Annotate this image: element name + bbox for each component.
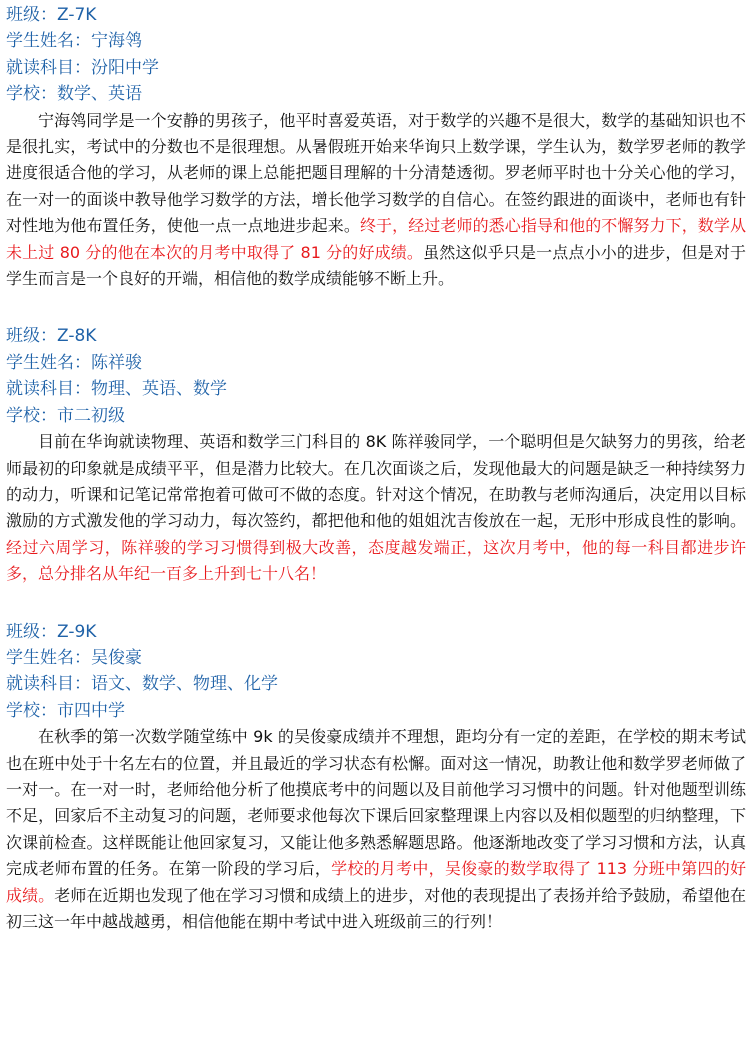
paragraph-text: 宁海鸰同学是一个安静的男孩子，他平时喜爱英语，对于数学的兴趣不是很大，数学的基础知识也不是很扎实，考试中的分数也不是很理想。从暑假班开始来华询只上数学课，学生认为，数学罗老师的教学进度很适合他的学习，从老师的课上总能把题目理解的十分清楚透彻。罗老师平时也十分关心他的学习，在一对一的面谈中教导他学习数学的方法，增长他学习数学的自信心。在签约跟进的面谈中，老师也有针对性地为他布置任务，使他一点一点地进步起来。 <box>6 110 746 236</box>
highlighted-achievement: 终于，经过老师的悉心指导和他的不懈努力下，数学从未上过 80 分的他在本次的月考中取得了 81 分的好成绩。 <box>6 216 746 262</box>
highlighted-achievement: 学校的月考中，吴俊豪的数学取得了 113 分班中第四的好成绩。 <box>6 859 746 905</box>
paragraph-text: 目前在华询就读物理、英语和数学三门科目的 8K 陈祥骏同学，一个聪明但是欠缺努力的男孩，给老师最初的印象就是成绩平平，但是潜力比较大。在几次面谈之后，发现他最大的问题是缺乏一种持续努力的动力，听课和记笔记常常抱着可做可不做的态度。针对这个情况，在助教与老师沟通后，决定用以目标激励的方式激发他的学习动力，每次签约，都把他和他的姐姐沈吉俊放在一起，无形中形成良性的影响。 <box>6 432 746 531</box>
class-line: 班级：Z-8K <box>6 326 97 347</box>
progress-paragraph <box>6 429 746 587</box>
student-name-line: 学生姓名：宁海鸰 <box>6 31 142 52</box>
paragraph-text: 在秋季的第一次数学随堂练中 9k 的吴俊豪成绩并不理想，距均分有一定的差距，在学校的期末考试也在班中处于十名左右的位置，并且最近的学习状态有松懈。面对这一情况，助教让他和数学罗老师做了一对一。在一对一时，老师给他分析了他摸底考中的问题以及目前他学习习惯中的问题。针对他题型训练不足，回家后不主动复习的问题，老师要求他每次下课后回家整理课上内容以及相似题型的归纳整理，下次课前检查。这样既能让他回家复习，又能让他多熟悉解题思路。他逐渐地改变了学习习惯和方法，认真完成老师布置的任务。在第一阶段的学习后， <box>6 727 746 879</box>
paragraph-text-tail: 虽然这似乎只是一点点小小的进步，但是对于学生而言是一个良好的开端，相信他的数学成绩能够不断上升。 <box>6 242 746 289</box>
progress-paragraph <box>6 724 746 935</box>
progress-paragraph <box>6 108 746 293</box>
subjects-line: 就读科目：语文、数学、物理、化学 <box>6 674 278 695</box>
student-name-line: 学生姓名：陈祥骏 <box>6 352 142 373</box>
paragraph-text-tail: 老师在近期也发现了他在学习习惯和成绩上的进步，对他的表现提出了表扬并给予鼓励，希望他在初三这一年中越战越勇，相信他能在期中考试中进入班级前三的行列！ <box>6 885 746 931</box>
highlighted-achievement: 经过六周学习，陈祥骏的学习习惯得到极大改善，态度越发端正，这次月考中，他的每一科目都进步许多，总分排名从年纪一百多上升到七十八名！ <box>6 537 746 584</box>
class-line: 班级：Z-7K <box>6 5 97 25</box>
student-record-z8k <box>6 323 746 587</box>
school-line: 学校：市二初级 <box>6 405 125 426</box>
student-record-z7k <box>6 2 746 292</box>
subjects-line: 就读科目：汾阳中学 <box>6 57 159 78</box>
student-name-line: 学生姓名：吴俊豪 <box>6 647 142 668</box>
subjects-line: 就读科目：物理、英语、数学 <box>6 379 227 400</box>
class-line: 班级：Z-9K <box>6 621 97 642</box>
student-record-z9k <box>6 619 746 936</box>
school-line: 学校：市四中学 <box>6 700 125 721</box>
school-line: 学校：数学、英语 <box>6 84 142 105</box>
